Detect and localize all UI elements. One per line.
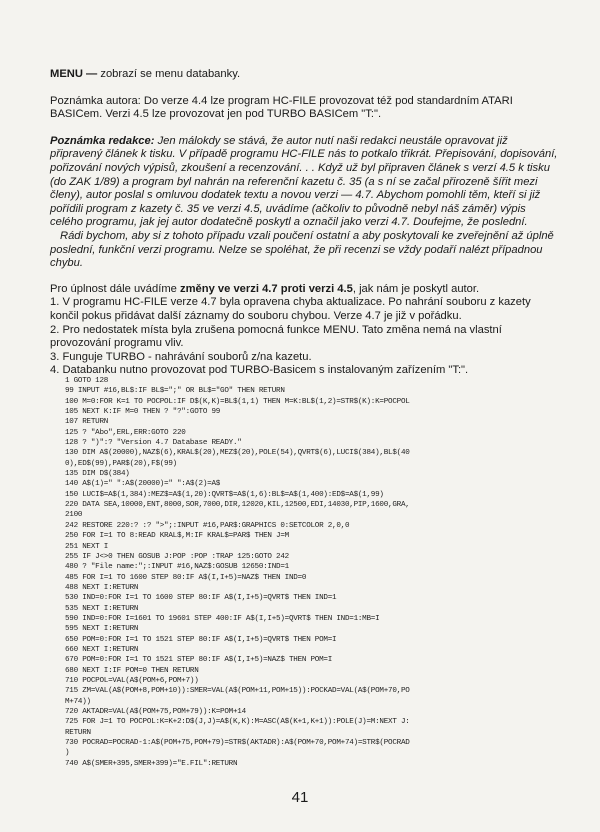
code-line: 150 LUCI$=A$(1,384):MEZ$=A$(1,20):QVRT$=A$(1,6):BL$=A$(1,400):ED$=A$(1,99) — [65, 490, 384, 499]
article-text — [50, 68, 560, 378]
code-line: 530 IND=0:FOR I=1 TO 1600 STEP 80:IF A$(I,I+5)=QVRT$ THEN IND=1 — [65, 594, 337, 603]
changes-intro-bold: změny ve verzi 4.7 proti verzi 4.5 — [179, 282, 353, 295]
changes-intro — [50, 283, 560, 297]
code-line: 100 M=0:FOR K=1 TO POCPOL:IF D$(K,K)=BL$(1,1) THEN M=K:BL$(1,2)=STR$(K):K=POCPOL — [65, 397, 410, 406]
code-line: 590 IND=0:FOR I=1601 TO 19601 STEP 400:IF A$(I,I+5)=QVRT$ THEN IND=1:MB=I — [65, 614, 380, 623]
code-line: 650 POM=0:FOR I=1 TO 1521 STEP 80:IF A$(I,I+5)=QVRT$ THEN POM=I — [65, 635, 337, 644]
change-item-3: 3. Funguje TURBO - nahrávání souborů z/na kazetu. — [50, 350, 312, 363]
code-line: 680 NEXT I:IF POM=0 THEN RETURN — [65, 666, 199, 675]
code-line: 255 IF J<>0 THEN GOSUB J:POP :POP :TRAP 125:GOTO 242 — [65, 552, 289, 561]
menu-description — [50, 68, 560, 82]
code-line: M+74)) — [65, 697, 91, 706]
code-line: ) — [65, 749, 70, 758]
code-line: 140 A$(1)=" ":A$(20000)=" ":A$(2)=A$ — [65, 480, 221, 489]
change-item-4: 4. Databanku nutno provozovat pod TURBO-Basicem s instalovaným zařízením "T:". — [50, 364, 469, 377]
editor-note — [50, 135, 560, 230]
code-line: 1 GOTO 128 — [65, 377, 109, 385]
code-line: 107 RETURN — [65, 418, 109, 427]
code-line: 99 INPUT #16,BL$:IF BL$=";" OR BL$="GO" THEN RETURN — [65, 387, 285, 396]
code-line: RETURN — [65, 728, 91, 737]
code-line: 250 FOR I=1 TO 8:READ KRAL$,M:IF KRAL$=PAR$ THEN J=M — [65, 532, 289, 541]
change-item-1: 1. V programu HC-FILE verze 4.7 byla opravena chyba aktualizace. Po nahrání souboru z kazety končil pokus přidávat další záznamy do souboru chybou. Verze 4.7 je již v pořádku. — [50, 296, 531, 322]
code-line: 135 DIM D$(384) — [65, 470, 130, 479]
program-listing — [65, 376, 565, 769]
changes-intro-before: Pro úplnost dále uvádíme — [50, 282, 180, 295]
editor-note-text: Jen málokdy se stává, že autor nutí naši redakci neustále opravovat již připravený článek k tisku. V případě programu HC-FILE nás to potkalo třikrát. Přepisování, dopisování, pořizování nových výpisů, zkoušení a recenzování. . . Když už byl připraven článek s verzí 4.5 k tisku (do ZAK 1/89) a program byl nahrán na referenční kazetu č. 35 (a s ní se začal přirozeně šířit mezi členy), autor poslal s omluvou dodatek textu a novou verzi — 4.7. Abychom pomohli těm, kteří si již pořídili program z kazety č. 35 ve verzi 4.5, uvádíme (ačkoliv to původně nebyl náš záměr) výpis celého programu, jak jej autor dodatečně poskytl a označil jako verzi 4.7. Doufejme, že poslední. — [50, 134, 558, 229]
code-line: 480 ? "File name:";:INPUT #16,NAZ$:GOSUB 12650:IND=1 — [65, 563, 289, 572]
code-line: 220 DATA SEA,10000,ENT,8000,SOR,7000,DIR,12020,KIL,12500,EDI,14030,PIP,1600,GRA, — [65, 501, 410, 510]
code-line: 535 NEXT I:RETURN — [65, 604, 139, 613]
author-note: Poznámka autora: Do verze 4.4 lze program HC-FILE provozovat též pod standardním ATARI BASICem. Verzi 4.5 lze provozovat jen pod TURBO BASICem "T:". — [50, 94, 513, 121]
code-line: 725 FOR J=1 TO POCPOL:K=K+2:D$(J,J)=A$(K,K):M=ASC(A$(K+1,K+1)):POLE(J)=M:NEXT J: — [65, 718, 410, 727]
code-line: 740 A$(SMER+395,SMER+399)="E.FIL":RETURN — [65, 759, 238, 768]
editor-note-label: Poznámka redakce: — [50, 134, 155, 147]
code-line: 128 ? ")":? "Version 4.7 Database READY." — [65, 439, 242, 448]
code-line: 720 AKTADR=VAL(A$(POM+75,POM+79)):K=POM+14 — [65, 708, 246, 716]
code-line: 125 ? "Abo",ERL,ERR:GOTO 220 — [65, 428, 186, 437]
code-line: 710 POCPOL=VAL(A$(POM+6,POM+7)) — [65, 676, 199, 685]
code-line: 670 POM=0:FOR I=1 TO 1521 STEP 80:IF A$(I,I+5)=NAZ$ THEN POM=I — [65, 656, 333, 665]
code-line: 488 NEXT I:RETURN — [65, 583, 139, 592]
editor-note-paragraph-2: Rádi bychom, aby si z tohoto případu vzali poučení ostatní a aby poskytovali ke zveřejnění až úplně poslední, funkční verzi programu. Nelze se spoléhat, že při recenzi se vždy podaří nalézt případnou chybu. — [50, 229, 554, 270]
code-line: 485 FOR I=1 TO 1600 STEP 80:IF A$(I,I+5)=NAZ$ THEN IND=0 — [65, 573, 307, 582]
code-line: 595 NEXT I:RETURN — [65, 625, 139, 634]
code-line: 0),ED$(99),PAR$(20),F$(99) — [65, 459, 177, 468]
code-line: 242 RESTORE 220:? :? ">";:INPUT #16,PAR$:GRAPHICS 0:SETCOLOR 2,0,0 — [65, 521, 350, 530]
code-line: 130 DIM A$(20000),NAZ$(6),KRAL$(20),MEZ$(20),POLE(54),QVRT$(6),LUCI$(384),BL$(40 — [65, 449, 410, 458]
code-line: 660 NEXT I:RETURN — [65, 645, 139, 654]
code-line: 105 NEXT K:IF M=0 THEN ? "?":GOTO 99 — [65, 408, 221, 417]
page-number: 41 — [291, 789, 309, 806]
change-item-2: 2. Pro nedostatek místa byla zrušena pomocná funkce MENU. Tato změna nemá na vlastní provozování programu vliv. — [50, 323, 502, 350]
code-line: 251 NEXT I — [65, 542, 109, 551]
code-line: 2100 — [65, 511, 83, 520]
menu-term: MENU — — [50, 68, 98, 80]
code-line: 715 ZM=VAL(A$(POM+8,POM+10)):SMER=VAL(A$(POM+11,POM+15)):POCKAD=VAL(A$(POM+70,PO — [65, 687, 410, 696]
menu-text: zobrazí se menu databanky. — [97, 68, 241, 80]
changes-intro-after: , jak nám je poskytl autor. — [352, 282, 480, 295]
code-line: 730 POCRAD=POCRAD-1:A$(POM+75,POM+79)=STR$(AKTADR):A$(POM+70,POM+74)=STR$(POCRAD — [65, 739, 410, 748]
